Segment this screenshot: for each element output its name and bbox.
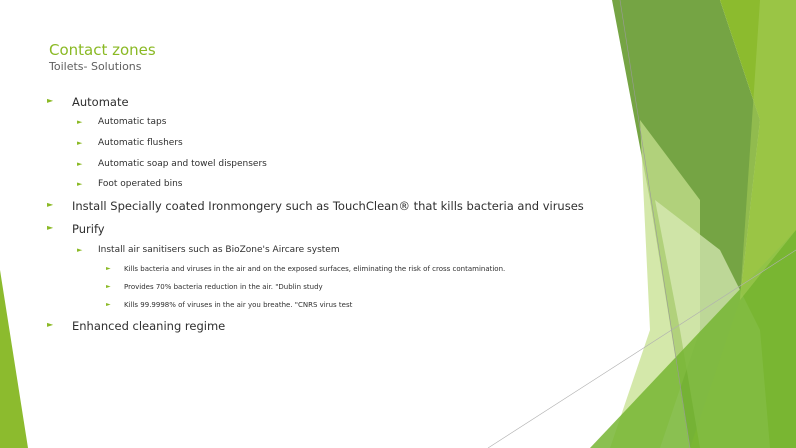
bullet-text: Automatic flushers [98,138,183,148]
bullet-text: Foot operated bins [98,179,183,189]
bullet-text: Automatic soap and towel dispensers [98,159,267,169]
bullet-item [77,159,267,169]
bullet-text: Install Specially coated Ironmongery such as TouchClean® that kills bacteria and viruses [72,199,584,213]
bullet-marker-icon: ► [77,246,83,254]
bullet-marker-icon: ► [77,160,83,168]
bullet-marker-icon: ► [47,320,54,329]
bullet-marker-icon: ► [77,139,83,147]
bullet-marker-icon: ► [106,301,111,308]
bullet-item [106,283,323,291]
bullet-text: Automate [72,95,129,109]
bullet-marker-icon: ► [47,96,54,105]
bullet-marker-icon: ► [106,283,111,290]
bullet-text: Kills 99.9998% of viruses in the air you breathe. "CNRS virus test [124,301,353,309]
bullet-item [106,301,353,309]
bullet-marker-icon: ► [77,118,83,126]
bullet-text: Install air sanitisers such as BioZone's Aircare system [98,245,340,255]
bullet-text: Provides 70% bacteria reduction in the air. "Dublin study [124,283,323,291]
bullet-text: Enhanced cleaning regime [72,319,226,333]
bullet-item [77,179,183,189]
bullet-text: Purify [72,222,105,236]
bullet-marker-icon: ► [77,180,83,188]
bullet-item [77,138,183,148]
bullet-item [77,245,340,255]
bullet-item [47,319,226,333]
bullet-item [47,95,129,109]
bullet-marker-icon: ► [106,265,111,272]
slide-title: Contact zones [49,41,156,59]
bullet-text: Kills bacteria and viruses in the air and on the exposed surfaces, eliminating the risk of cross contamination. [124,265,506,273]
bullet-item [77,117,167,127]
bullet-item [106,265,506,273]
bullet-item [47,222,105,236]
slide-subtitle: Toilets- Solutions [49,60,142,73]
bullet-marker-icon: ► [47,200,54,209]
facet-left-edge [0,270,28,448]
bullet-item [47,199,584,213]
bullet-marker-icon: ► [47,223,54,232]
bullet-text: Automatic taps [98,117,167,127]
